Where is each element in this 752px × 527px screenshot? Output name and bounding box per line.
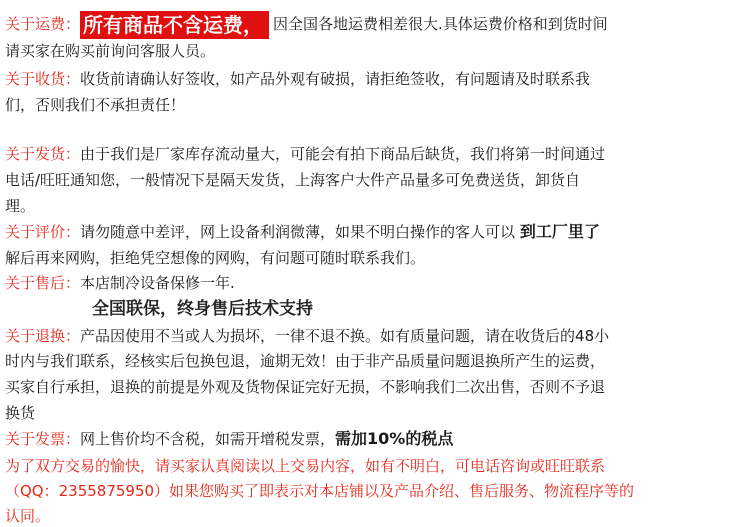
- review-text-1: 请勿随意中差评，网上设备利润微薄，如果不明白操作的客人可以: [80, 223, 516, 241]
- receipt-line-1: [5, 68, 746, 90]
- review-factory-emphasis: 到工厂里了: [519, 222, 600, 241]
- invoice-line-1: [5, 428, 746, 450]
- invoice-text-1: 网上售价均不含税，如需开增税发票，: [80, 430, 336, 448]
- notice-line-3: [5, 505, 746, 527]
- invoice-tax-emphasis: 需加10%的税点: [335, 429, 454, 448]
- returns-text-1: 产品因使用不当或人为损坏，一律不退不换。如有质量问题，请在收货后的48小: [80, 327, 610, 345]
- returns-label: 关于退换：: [5, 327, 81, 345]
- notice-text-1: 为了双方交易的愉快，请买家认真阅读以上交易内容，如有不明白，可电话咨询或旺旺联系: [5, 457, 606, 475]
- delivery-label: 关于发货：: [5, 145, 81, 163]
- shipping-text-1: 因全国各地运费相差很大.具体运费价格和到货时间: [273, 15, 608, 33]
- delivery-line-3: [5, 195, 746, 217]
- returns-line-4: [5, 402, 746, 424]
- aftersales-text-1: 本店制冷设备保修一年.: [80, 274, 235, 292]
- returns-line-1: [5, 325, 746, 347]
- receipt-text-2: 们，否则我们不承担责任！: [5, 96, 186, 114]
- shipping-line-2: [5, 40, 746, 62]
- review-text-2: 解后再来网购，拒绝凭空想像的网购，有问题可随时联系我们。: [5, 249, 426, 267]
- delivery-text-3: 理。: [5, 197, 36, 215]
- shipping-label: 关于运费：: [5, 15, 81, 33]
- aftersales-line-1: [5, 272, 746, 294]
- delivery-text-2: 电话/旺旺通知您，一般情况下是隔天发货，上海客户大件产品量多可免费送货，卸货自: [5, 171, 581, 189]
- notice-text-3: 认同。: [5, 507, 51, 525]
- returns-text-2: 时内与我们联系，经核实后包换包退，逾期无效！由于非产品质量问题退换所产生的运费，: [5, 352, 606, 370]
- review-label: 关于评价：: [5, 223, 81, 241]
- receipt-line-2: [5, 94, 746, 116]
- review-line-2: [5, 247, 746, 269]
- aftersales-slogan-line: [92, 298, 746, 320]
- aftersales-slogan: 全国联保，终身售后技术支持: [92, 299, 313, 319]
- delivery-line-1: [5, 143, 746, 165]
- returns-text-4: 换货: [5, 404, 36, 422]
- invoice-label: 关于发票：: [5, 430, 81, 448]
- returns-text-3: 买家自行承担，退换的前提是外观及货物保证完好无损，不影响我们二次出售，否则不予退: [5, 378, 606, 396]
- receipt-text-1: 收货前请确认好签收，如产品外观有破损，请拒绝签收，有问题请及时联系我: [80, 70, 591, 88]
- delivery-text-1: 由于我们是厂家库存流动量大，可能会有拍下商品后缺货，我们将第一时间通过: [80, 145, 606, 163]
- shipping-line-1: [5, 10, 746, 39]
- delivery-line-2: [5, 169, 746, 191]
- returns-line-2: [5, 350, 746, 372]
- receipt-label: 关于收货：: [5, 70, 81, 88]
- returns-line-3: [5, 376, 746, 398]
- shipping-text-2: 请买家在购买前询问客服人员。: [5, 42, 216, 60]
- no-shipping-included-banner: 所有商品不含运费，: [80, 11, 269, 39]
- review-line-1: [5, 221, 746, 243]
- notice-text-2: （QQ：2355875950）如果您购买了即表示对本店铺以及产品介绍、售后服务、物流程序等的: [5, 482, 635, 500]
- aftersales-label: 关于售后：: [5, 274, 81, 292]
- notice-line-1: [5, 455, 746, 477]
- notice-line-2: [5, 480, 746, 502]
